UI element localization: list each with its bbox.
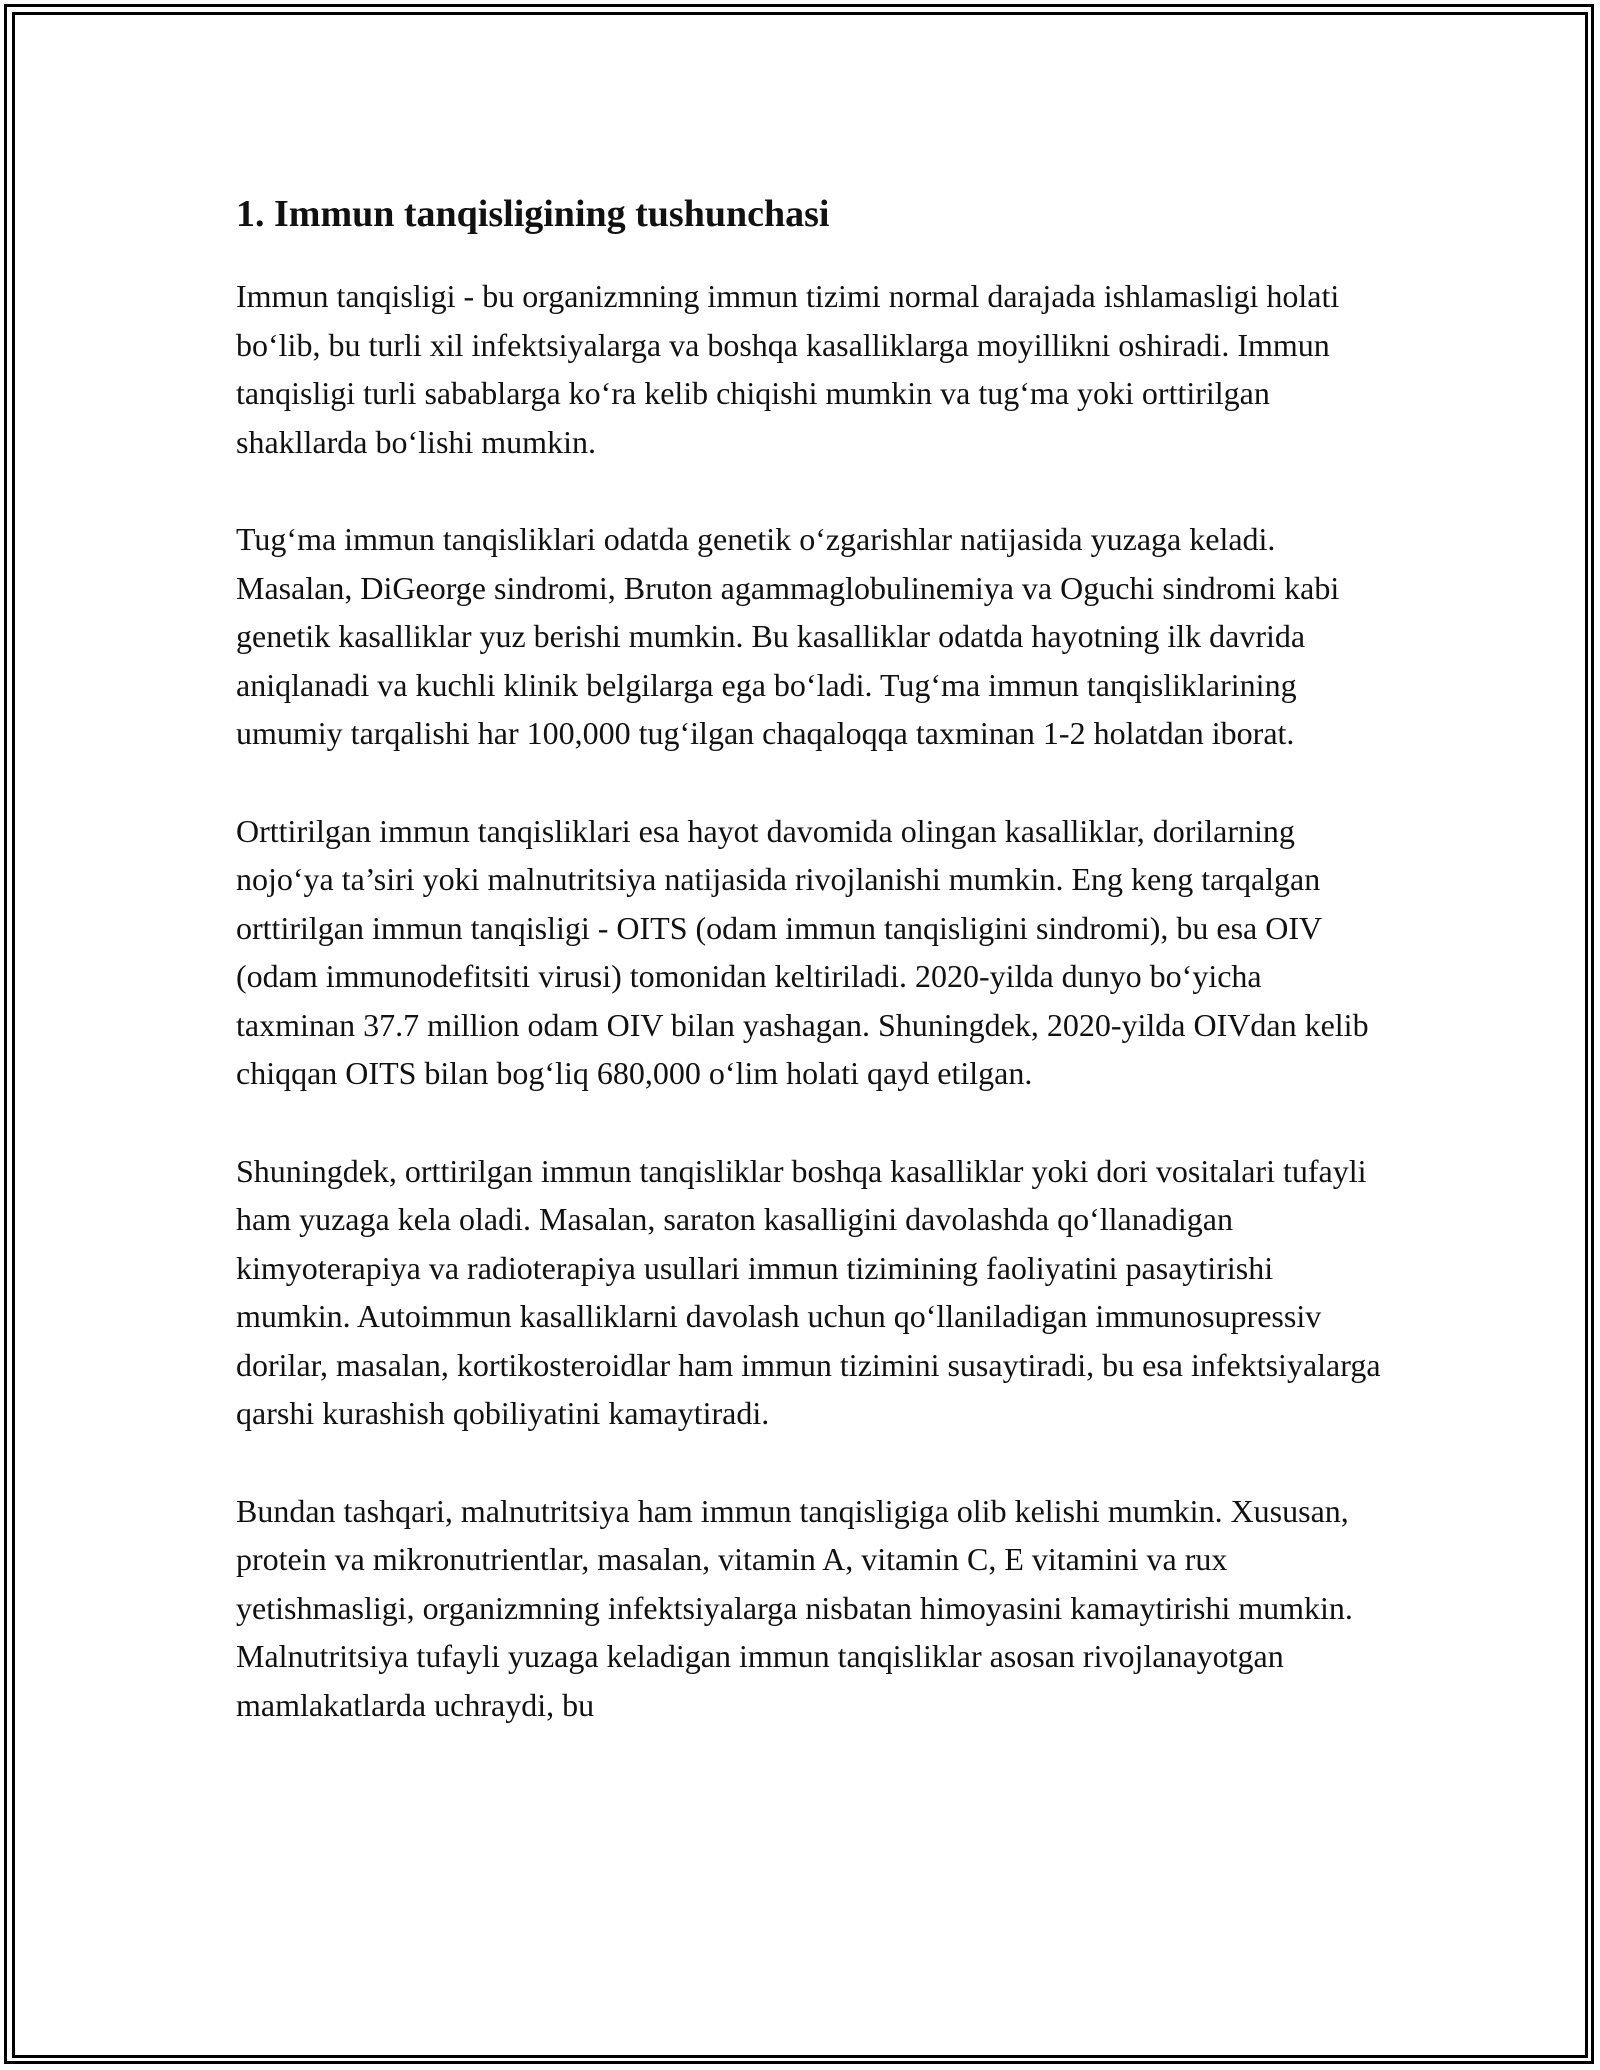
paragraph-3: Orttirilgan immun tanqisliklari esa hayot davomida olingan kasalliklar, dorilarning nojo‘ya ta’siri yoki malnutritsiya natijasida rivojlanishi mumkin. Eng keng tarqalgan orttirilgan immun tanqisligi - OITS (odam immun tanqisligini sindromi), bu esa OIV (odam immunodefitsiti virusi) tomonidan keltiriladi. 2020-yilda dunyo bo‘yicha taxminan 37.7 million odam OIV bilan yashagan. Shuningdek, 2020-yilda OIVdan kelib chiqqan OITS bilan bog‘liq 680,000 o‘lim holati qayd etilgan.: [236, 812, 1369, 1091]
paragraph-1: Immun tanqisligi - bu organizmning immun tizimi normal darajada ishlamasligi holati bo‘lib, bu turli xil infektsiyalarga va boshqa kasalliklarga moyillikni oshiradi. Immun tanqisligi turli sabablarga ko‘ra kelib chiqishi mumkin va tug‘ma yoki orttirilgan shakllarda bo‘lishi mumkin.: [236, 278, 1340, 460]
paragraph-4: Shuningdek, orttirilgan immun tanqisliklar boshqa kasalliklar yoki dori vositalari tufayli ham yuzaga kela oladi. Masalan, saraton kasalligini davolashda qo‘llanadigan kimyoterapiya va radioterapiya usullari immun tizimining faoliyatini pasaytirishi mumkin. Autoimmun kasalliklarni davolash uchun qo‘llaniladigan immunosupressiv dorilar, masalan, kortikosteroidlar ham immun tizimini susaytiradi, bu esa infektsiyalarga qarshi kurashish qobiliyatini kamaytiradi.: [236, 1152, 1381, 1431]
paragraph-5: Bundan tashqari, malnutritsiya ham immun tanqisligiga olib kelishi mumkin. Xususan, protein va mikronutrientlar, masalan, vitamin A, vitamin C, E vitamini va rux yetishmasligi, organizmning infektsiyalarga nisbatan himoyasini kamaytirishi mumkin. Malnutritsiya tufayli yuzaga keladigan immun tanqisliklar asosan rivojlanayotgan mamlakatlarda uchraydi, bu: [236, 1492, 1353, 1723]
section-heading: 1. Immun tanqisligining tushunchasi: [236, 193, 830, 235]
document-body: [236, 190, 1386, 1778]
paragraph-2: Tug‘ma immun tanqisliklari odatda genetik o‘zgarishlar natijasida yuzaga keladi. Masalan, DiGeorge sindromi, Bruton agammaglobulinemiya va Oguchi sindromi kabi genetik kasalliklar yuz berishi mumkin. Bu kasalliklar odatda hayotning ilk davrida aniqlanadi va kuchli klinik belgilarga ega bo‘ladi. Tug‘ma immun tanqisliklarining umumiy tarqalishi har 100,000 tug‘ilgan chaqaloqqa taxminan 1-2 holatdan iborat.: [236, 521, 1340, 751]
